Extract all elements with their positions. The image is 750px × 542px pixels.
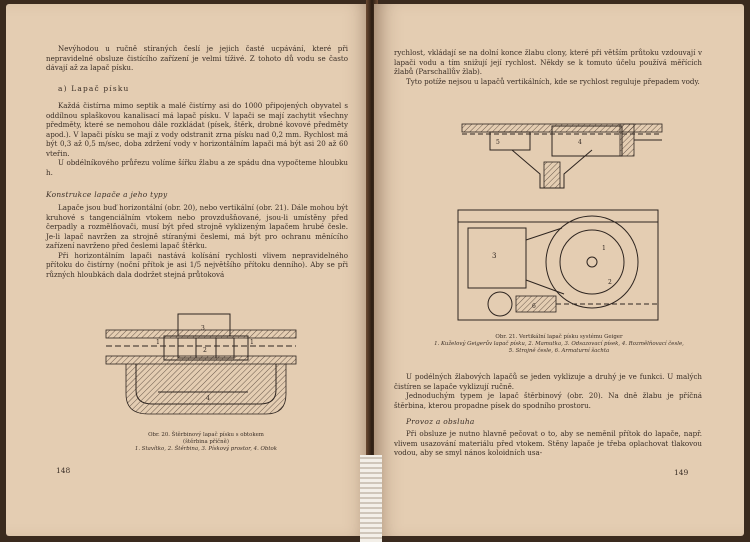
figure-20-caption: Obr. 20. Štěrbinový lapač písku s obtokem (štěrbina příčně) 1. Stavítko, 2. Štěrbina, 3. Pískový prostor, 4. Obtok [134,432,278,452]
fig21-label-1: 1 [602,245,606,252]
figure-20-drawing [98,302,308,428]
figure-21-section-drawing [452,104,672,196]
left-body-2: Lapače jsou buď horizontální (obr. 20), nebo vertikální (obr. 21). Dále mohou být kruhové s tangenciálním vtokem nebo provzdušňované, jsou-li umístěny před čerpadly a rozmělňovači, musí být před strojně vyklizeným lapačem hrubé česle. Je-li lapač navržen za strojně stíranými česlemi, má být pro ochranu měnícího zařízení navrženo před česlemi lapač štěrku. Při horizontálním lapači nastává kolísání rychlosti vlivem nepravidelného přítoku do čistírny (noční přítok je asi 1/5 největšího přítoku denního). Aby se při různých hloubkách dala dodržet stejná průtoková [46,203,348,279]
left-subheading: Konstrukce lapače a jeho typy [46,190,168,199]
section-heading: a) Lapač písku [58,84,130,93]
right-page [374,4,744,536]
left-intro-text: Nevýhodou u ručně stíraných česlí je jejich časté ucpávání, které při nepravidelné obsluze čistícího zařízení je velmi tíživé. Z tohoto dů vodu se často dávají až za lapač písku. [46,44,348,72]
right-body-3: Při obsluze je nutno hlavně pečovat o to, aby se neměnil přítok do lapače, např. vlivem usazování materiálu před vtokem. Stěny lapače je třeba oplachovat tlakovou vodou, aby se smyl nános koloidních usa- [394,429,702,457]
figure-21-caption: Obr. 21. Vertikální lapač písku systému Geiger 1. Kuželový Geigerův lapač písku, 2. Mamutka, 3. Odsazovací písek, 4. Rozmělňovací česle, 5. Strojně česle, 6. Armaturní šachta [434,334,684,354]
fig21-label-6: 6 [532,303,536,310]
binding-threads [360,455,382,542]
left-page-number: 148 [56,466,71,475]
fig21-label-5: 5 [496,139,500,146]
fig20-label-1a: 1 [156,339,160,346]
left-body-1: Každá čistírna mimo septik a malé čistírny asi do 1000 připojených obyvatel s oddílnou splaškovou kanalisací má lapač písku. V lapači se mají zachytit všechny předměty, které se nemohou dále rozkládat (písek, štěrk, drobné kovové předměty apod.). V lapači písku se mají z vody odstranit zrna písku nad 0,2 mm. Rychlost má být 0,3 až 0,5 m/sec, doba zdržení vody v horizontálním lapači má být asi 20 až 60 vteřin. U obdélníkového průřezu volíme šířku žlabu a ze spádu dna vypočteme hloubku h. [46,101,348,177]
fig21-label-4: 4 [578,139,582,146]
fig21-label-3: 3 [492,252,497,260]
figure-21-plan-drawing [452,200,672,332]
fig20-label-3: 3 [201,325,205,332]
right-page-number: 149 [674,468,689,477]
left-page [6,4,372,536]
fig21-label-2: 2 [608,279,612,286]
right-body-1: rychlost, vkládají se na dolní konce žlabu clony, které při větším průtoku vzdouvají v lapači vodu a tím snižují její rychlost. Někdy se k tomuto účelu používá měřících žlabů (Parschallův žlab). Tyto potíže nejsou u lapačů vertikálních, kde se rychlost reguluje přepadem vody. [394,48,702,86]
fig20-label-2: 2 [203,347,207,354]
fig20-label-1b: 1 [250,339,254,346]
fig20-label-4: 4 [206,395,210,402]
right-body-2: U podélných žlabových lapačů se jeden vyklizuje a druhý je ve funkci. U malých čistíren se lapače vyklizují ručně. Jednoduchým typem je lapač štěrbinový (obr. 20). Na dně žlabu je příčná štěrbina, kterou propadne písek do spodního prostoru. [394,372,702,410]
right-subheading: Provoz a obsluha [406,417,475,426]
